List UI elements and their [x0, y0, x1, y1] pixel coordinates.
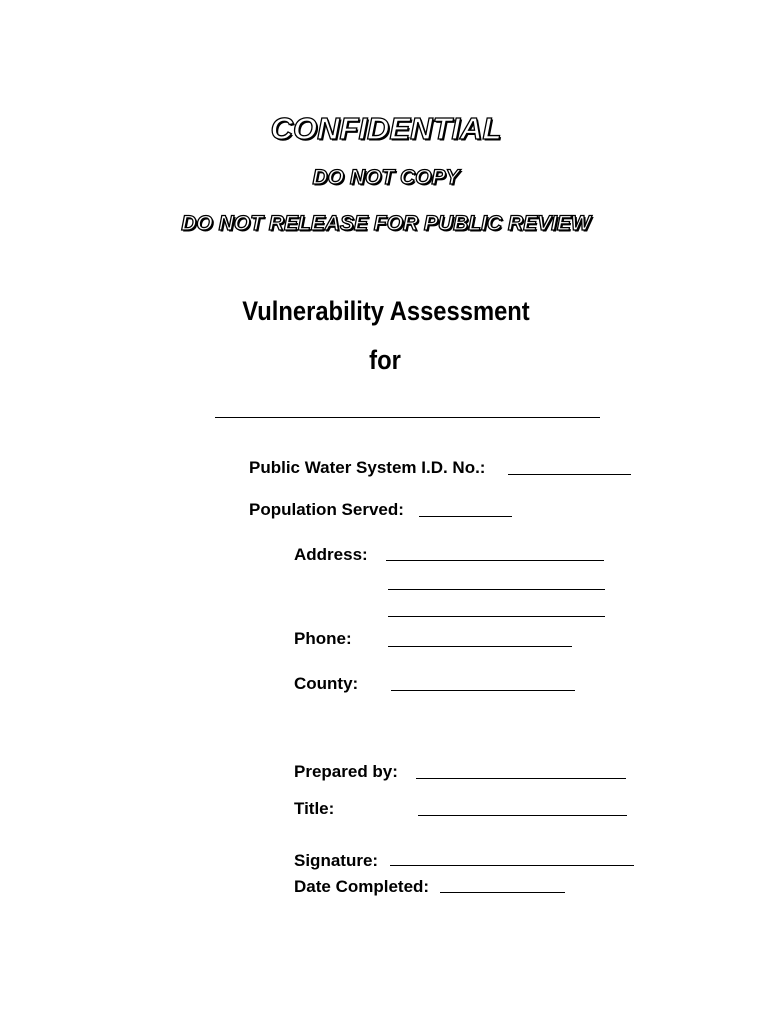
pws-id-field[interactable]	[508, 474, 631, 475]
address-line-1-field[interactable]	[386, 560, 604, 561]
document-title-for: for	[369, 345, 401, 375]
do-not-release-notice: DO NOT RELEASE FOR PUBLIC REVIEW	[181, 212, 591, 235]
prepared-by-label: Prepared by:	[294, 762, 398, 781]
signature-label: Signature:	[294, 851, 379, 870]
date-completed-field[interactable]	[440, 892, 565, 893]
prepared-by-field[interactable]	[416, 778, 626, 779]
address-line-2-field[interactable]	[388, 589, 605, 590]
phone-label: Phone:	[294, 629, 352, 648]
pws-id-label: Public Water System I.D. No.:	[249, 458, 486, 477]
signature-field[interactable]	[390, 865, 634, 866]
date-completed-label: Date Completed:	[294, 877, 430, 896]
county-field[interactable]	[391, 690, 575, 691]
county-label: County:	[294, 674, 359, 693]
system-name-line[interactable]	[215, 417, 600, 418]
address-label: Address:	[294, 545, 368, 564]
address-line-3-field[interactable]	[388, 616, 605, 617]
title-field[interactable]	[418, 815, 627, 816]
population-served-label: Population Served:	[249, 500, 404, 519]
confidential-heading: CONFIDENTIAL	[270, 111, 502, 146]
phone-field[interactable]	[388, 646, 572, 647]
document-title: Vulnerability Assessment	[242, 296, 530, 326]
do-not-copy-notice: DO NOT COPY	[312, 166, 460, 189]
title-label: Title:	[294, 799, 335, 818]
population-served-field[interactable]	[419, 516, 512, 517]
